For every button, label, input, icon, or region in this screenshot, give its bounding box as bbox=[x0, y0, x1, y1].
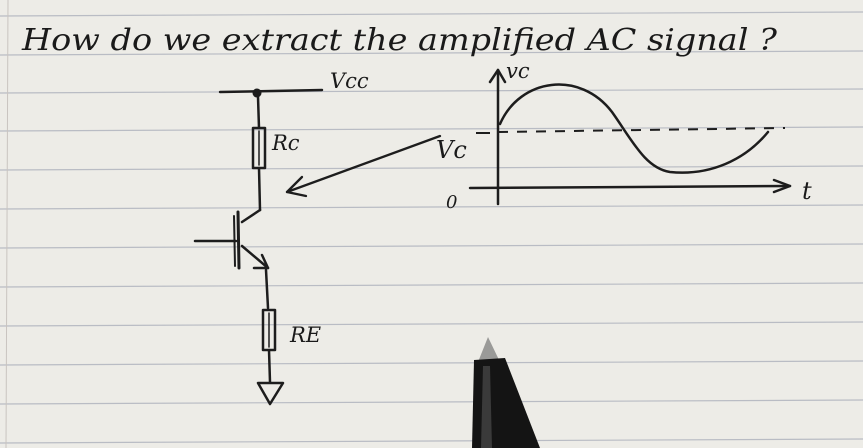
question-heading: How do we extract the amplified AC signal ? bbox=[20, 23, 779, 58]
x-axis-label: t bbox=[802, 177, 812, 205]
dc-level-label: Vc bbox=[436, 136, 467, 164]
supply-node bbox=[253, 89, 262, 98]
collector-wire bbox=[259, 168, 260, 210]
emitter-resistor-label: RE bbox=[290, 323, 322, 347]
wire-vcc-rc bbox=[258, 97, 259, 128]
collector-resistor-label: Rc bbox=[272, 131, 300, 155]
y-axis-label: vc bbox=[506, 59, 530, 83]
supply-label: Vcc bbox=[330, 69, 369, 93]
origin-label: 0 bbox=[446, 192, 458, 213]
transistor-base-bar bbox=[238, 212, 239, 268]
ground-wire bbox=[269, 350, 270, 382]
